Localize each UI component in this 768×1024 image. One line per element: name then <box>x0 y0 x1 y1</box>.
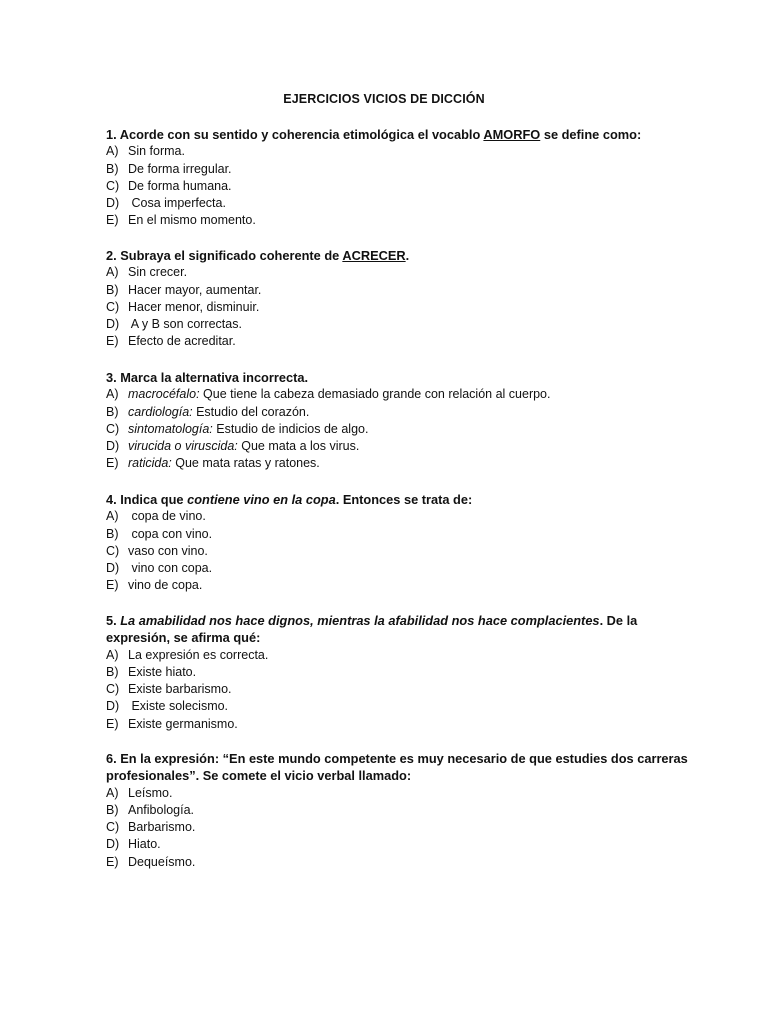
option-e: E) Dequeísmo. <box>106 854 196 869</box>
italic-phrase: La amabilidad nos hace dignos, mientras la afabilidad nos hace complacientes <box>120 613 600 628</box>
option-c: C) Hacer menor, disminuir. <box>106 299 260 314</box>
option-a: A) Sin forma. <box>106 144 185 159</box>
question-stem: 5. La amabilidad nos hace dignos, mientras la afabilidad nos hace complacientes. De la expresión, se afirma qué: <box>106 613 638 646</box>
term: macrocéfalo: <box>128 387 200 402</box>
question-stem: 3. Marca la alternativa incorrecta. <box>106 370 309 385</box>
option-a: A) Sin crecer. <box>106 265 188 280</box>
option-c: C) Existe barbarismo. <box>106 682 232 697</box>
option-c: C) Barbarismo. <box>106 820 196 835</box>
option-d: D) virucida o viruscida: Que mata a los virus. <box>106 439 360 454</box>
term: virucida o viruscida: <box>128 439 238 454</box>
option-a: A) Leísmo. <box>106 785 173 800</box>
question-6 <box>106 750 726 871</box>
option-e: E) Efecto de acreditar. <box>106 334 236 349</box>
italic-phrase: contiene vino en la copa <box>187 492 336 507</box>
option-e: E) vino de copa. <box>106 578 203 593</box>
term: raticida: <box>128 456 172 471</box>
option-a: A) macrocéfalo: Que tiene la cabeza demasiado grande con relación al cuerpo. <box>106 387 551 402</box>
option-d: D) Hiato. <box>106 837 161 852</box>
underlined-term: AMORFO <box>483 127 541 142</box>
option-b: B) cardiología: Estudio del corazón. <box>106 404 310 419</box>
option-d: D) A y B son correctas. <box>106 317 242 332</box>
question-2 <box>106 247 726 351</box>
question-stem: 6. En la expresión: “En este mundo competente es muy necesario de que estudies dos carreras profesionales”. Se comete el vicio verbal llamado: <box>106 751 688 784</box>
question-1 <box>106 126 726 230</box>
page-title: EJERCICIOS VICIOS DE DICCIÓN <box>283 92 485 106</box>
question-stem: 1. Acorde con su sentido y coherencia etimológica el vocablo AMORFO se define como: <box>106 127 642 142</box>
option-c: C) De forma humana. <box>106 178 232 193</box>
option-c: C) sintomatología: Estudio de indicios de algo. <box>106 421 369 436</box>
term: cardiología: <box>128 404 193 419</box>
question-4 <box>106 491 726 595</box>
question-stem: 4. Indica que contiene vino en la copa. Entonces se trata de: <box>106 492 473 507</box>
term: sintomatología: <box>128 421 213 436</box>
option-d: D) Cosa imperfecta. <box>106 196 226 211</box>
option-d: D) Existe solecismo. <box>106 699 229 714</box>
underlined-term: ACRECER <box>342 248 406 263</box>
option-e: E) raticida: Que mata ratas y ratones. <box>106 456 320 471</box>
option-c: C) vaso con vino. <box>106 543 208 558</box>
option-a: A) La expresión es correcta. <box>106 647 269 662</box>
option-b: B) Existe hiato. <box>106 664 197 679</box>
option-b: B) Anfibología. <box>106 802 195 817</box>
option-a: A) copa de vino. <box>106 509 206 524</box>
option-e: E) Existe germanismo. <box>106 716 238 731</box>
option-b: B) De forma irregular. <box>106 161 232 176</box>
option-b: B) copa con vino. <box>106 526 213 541</box>
option-e: E) En el mismo momento. <box>106 213 256 228</box>
question-stem: 2. Subraya el significado coherente de ACRECER. <box>106 248 410 263</box>
question-3 <box>106 369 726 473</box>
option-d: D) vino con copa. <box>106 561 213 576</box>
question-5 <box>106 612 726 733</box>
option-b: B) Hacer mayor, aumentar. <box>106 282 262 297</box>
